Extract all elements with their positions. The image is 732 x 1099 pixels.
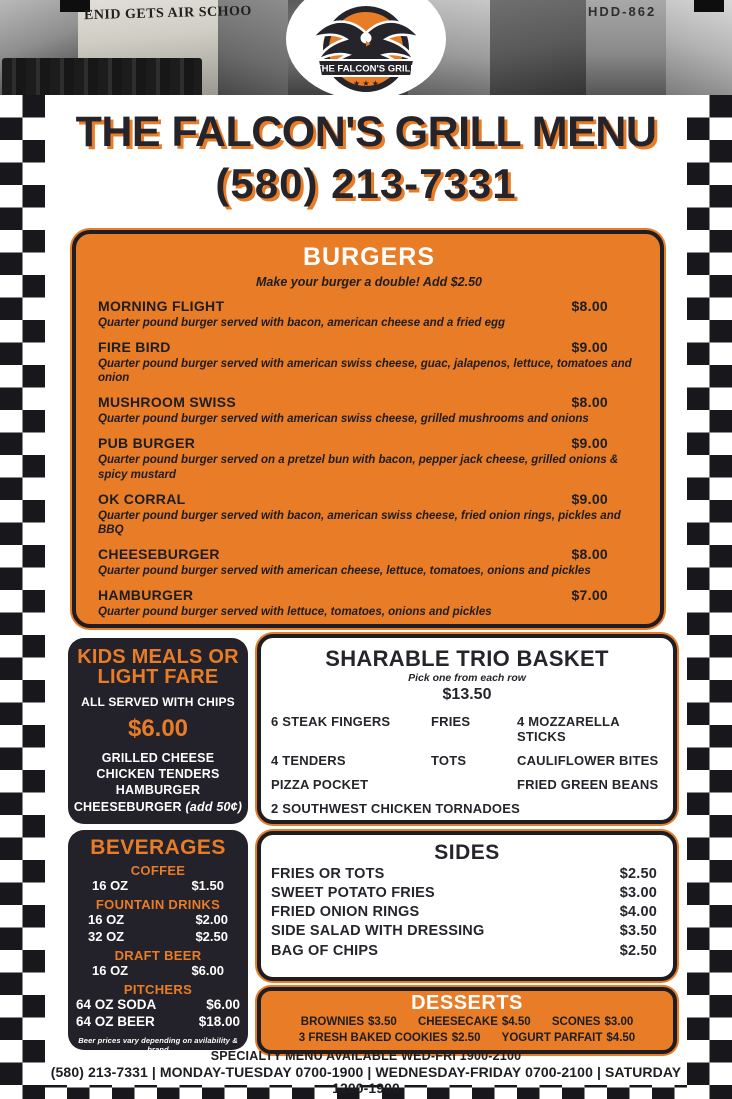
menu-item — [98, 298, 640, 330]
item-description: Quarter pound burger served on a pretzel bun with bacon, pepper jack cheese, grilled onions & spicy mustard — [98, 454, 619, 481]
side-item — [261, 865, 673, 884]
item-price: $3.00 — [619, 885, 657, 902]
dessert-item: YOGURT PARFAIT $4.50 — [501, 1031, 636, 1044]
falcons-grill-logo — [306, 2, 426, 95]
beverage-row — [68, 912, 248, 928]
sharable-subtitle: Pick one from each row — [408, 672, 526, 684]
beverage-size: 16 OZ — [88, 912, 125, 928]
item-name: FIRE BIRD — [98, 338, 171, 355]
kids-item: HAMBURGER — [115, 783, 201, 798]
collage-photo — [490, 0, 586, 95]
desserts-section — [257, 987, 677, 1054]
item-price: $4.00 — [619, 904, 657, 921]
kids-item: CHICKEN TENDERS — [96, 767, 220, 782]
menu-item — [98, 587, 640, 619]
hours-and-phone: (580) 213-7331 | MONDAY-TUESDAY 0700-1900 | WEDNESDAY-FRIDAY 0700-2100 | SATURDAY 1200-1900 — [50, 1064, 682, 1096]
dessert-item: BROWNIES $3.50 — [300, 1016, 397, 1028]
item-price: $8.00 — [571, 394, 608, 411]
beverage-group-heading: FOUNTAIN DRINKS — [95, 897, 221, 913]
sharable-option: TOTS — [431, 753, 467, 768]
checker-border-right — [687, 95, 732, 1099]
menu-item — [98, 491, 640, 538]
item-description: Quarter pound burger served with american cheese, lettuce, tomatoes, onions and pickles — [98, 565, 591, 578]
item-description: Quarter pound burger served with bacon, american swiss cheese, fried onion rings, pickles and BBQ — [98, 509, 621, 537]
beverage-group — [68, 948, 248, 979]
item-price: $3.50 — [619, 923, 657, 940]
kids-item-list — [68, 750, 248, 815]
item-description: Quarter pound burger served with lettuce, tomatoes, onions and pickles — [98, 606, 492, 619]
item-name: MUSHROOM SWISS — [98, 394, 236, 411]
item-description: Quarter pound burger served with american swiss cheese, grilled mushrooms and onions — [98, 413, 589, 426]
beverages-heading: BEVERAGES — [90, 836, 226, 859]
item-price: $3.00 — [604, 1016, 634, 1028]
specialty-menu-note: SPECIALTY MENU AVAILABLE WED-FRI 1900-2100 — [210, 1049, 522, 1063]
sharable-option: PIZZA POCKET — [271, 777, 369, 792]
item-name: BAG OF CHIPS — [271, 942, 379, 959]
desserts-heading: DESSERTS — [411, 992, 523, 1014]
beverages-section — [68, 830, 248, 1054]
sharable-option: 4 MOZZARELLA STICKS — [517, 714, 620, 744]
item-price: $2.50 — [619, 866, 657, 882]
dessert-item: 3 FRESH BAKED COOKIES $2.50 — [298, 1031, 481, 1044]
sharable-option-empty — [431, 777, 517, 792]
item-description: Quarter pound burger served with bacon, american cheese and a fried egg — [98, 317, 506, 330]
beverage-row — [68, 1014, 248, 1031]
beverage-row — [68, 929, 248, 945]
beverage-price: $2.00 — [195, 912, 228, 928]
item-price: $4.50 — [606, 1031, 636, 1044]
item-description: Quarter pound burger served with american swiss cheese, guac, jalapenos, lettuce, tomatoes and onion — [98, 358, 632, 385]
item-price: $4.50 — [501, 1016, 531, 1028]
beverage-row — [68, 997, 248, 1014]
beverage-price: $6.00 — [191, 962, 224, 978]
item-name: HAMBURGER — [98, 586, 194, 603]
beverage-size: 64 OZ BEER — [76, 1013, 155, 1029]
sharable-options-grid — [261, 704, 673, 816]
logo-stars: ★ ★ ★ — [353, 79, 379, 88]
kids-note: ALL SERVED WITH CHIPS — [81, 694, 235, 709]
sharable-option: 6 STEAK FINGERS — [271, 714, 391, 729]
beverage-group-heading: PITCHERS — [123, 982, 193, 997]
desserts-line — [261, 1031, 673, 1047]
menu-item — [98, 394, 640, 426]
kids-price: $6.00 — [127, 714, 189, 742]
item-price: $3.50 — [368, 1016, 397, 1028]
sharable-heading: SHARABLE TRIO BASKET — [325, 646, 609, 671]
checker-border-left — [0, 95, 45, 1099]
beverage-size: 16 OZ — [92, 962, 129, 978]
beverage-group — [68, 863, 248, 894]
beverage-price: $18.00 — [198, 1013, 240, 1029]
burgers-section — [72, 230, 664, 628]
beverage-size: 32 OZ — [88, 928, 125, 944]
sharable-option: 2 SOUTHWEST CHICKEN TORNADOES — [271, 801, 520, 816]
newspaper-headline: ENID GETS AIR SCHOO — [83, 3, 252, 24]
burgers-subtitle: Make your burger a double! Add $2.50 — [256, 275, 482, 289]
kids-heading-line1: KIDS MEALS OR — [77, 646, 239, 668]
menu-item — [98, 546, 640, 578]
photo-collage — [0, 0, 732, 95]
item-name: SIDE SALAD WITH DRESSING — [271, 923, 485, 940]
beverage-price: $2.50 — [195, 928, 228, 944]
beverage-row — [68, 878, 248, 894]
beverage-group — [68, 982, 248, 1031]
beverage-size: 16 OZ — [92, 878, 129, 893]
beverage-price: $6.00 — [206, 997, 240, 1012]
kids-heading-line2: LIGHT FARE — [97, 666, 219, 689]
beverage-size: 64 OZ SODA — [76, 997, 157, 1012]
item-name: MORNING FLIGHT — [98, 298, 225, 314]
item-name: PUB BURGER — [98, 435, 196, 452]
item-price: $9.00 — [571, 435, 608, 452]
item-name: CHEESEBURGER — [98, 545, 220, 562]
beverage-row — [68, 963, 248, 979]
item-price: $2.50 — [619, 942, 657, 959]
burgers-heading: BURGERS — [302, 243, 435, 271]
sharable-price: $13.50 — [442, 686, 492, 703]
aircraft-tail-code: HDD-862 — [588, 4, 657, 19]
kids-item-surcharge: (add 50¢) — [185, 799, 243, 814]
side-item — [261, 903, 673, 922]
page-title: THE FALCON'S GRILL MENU — [75, 108, 657, 156]
item-name: OK CORRAL — [98, 490, 186, 507]
sharable-option: FRIES — [431, 714, 471, 729]
sides-section — [257, 831, 677, 981]
item-price: $9.00 — [571, 490, 608, 507]
kids-meals-section — [68, 638, 248, 824]
dessert-item: SCONES $3.00 — [551, 1016, 634, 1028]
item-name: SWEET POTATO FRIES — [271, 885, 435, 902]
beverages-footnote: Beer prices vary depending on avilability & brand — [78, 1035, 238, 1054]
sides-heading: SIDES — [434, 841, 500, 864]
item-name: FRIES OR TOTS — [271, 866, 385, 882]
eagle-badge-icon — [306, 2, 426, 95]
item-price: $8.00 — [571, 545, 608, 562]
side-item — [261, 884, 673, 903]
side-item — [261, 922, 673, 941]
beverage-group-heading: COFFEE — [130, 863, 186, 878]
sharable-option: FRIED GREEN BEANS — [517, 777, 659, 792]
logo-banner-text: THE FALCON'S GRILL — [315, 63, 417, 75]
kids-item: CHEESEBURGER (add 50¢) — [73, 799, 243, 814]
kids-item: GRILLED CHEESE — [101, 750, 215, 765]
item-name: FRIED ONION RINGS — [271, 904, 420, 921]
item-price: $2.50 — [451, 1031, 481, 1044]
menu-item — [98, 339, 640, 386]
dessert-item: CHEESECAKE $4.50 — [418, 1016, 531, 1028]
beverage-group-heading: DRAFT BEER — [114, 947, 202, 963]
item-price: $7.00 — [571, 586, 608, 603]
sharable-trio-section — [257, 634, 677, 824]
beverage-price: $1.50 — [191, 878, 224, 893]
menu-item — [98, 435, 640, 482]
sharable-option: CAULIFLOWER BITES — [517, 753, 659, 768]
collage-soldiers-silhouette — [2, 58, 202, 95]
collage-jets-photo — [666, 0, 732, 95]
item-price: $9.00 — [571, 338, 608, 355]
item-price: $8.00 — [571, 298, 608, 314]
phone-number-title: (580) 213-7331 — [215, 160, 517, 207]
sharable-option: 4 TENDERS — [271, 753, 346, 768]
beverage-group — [68, 897, 248, 945]
desserts-line — [261, 1015, 673, 1031]
side-item — [261, 942, 673, 961]
collage-dark-square — [694, 0, 724, 12]
